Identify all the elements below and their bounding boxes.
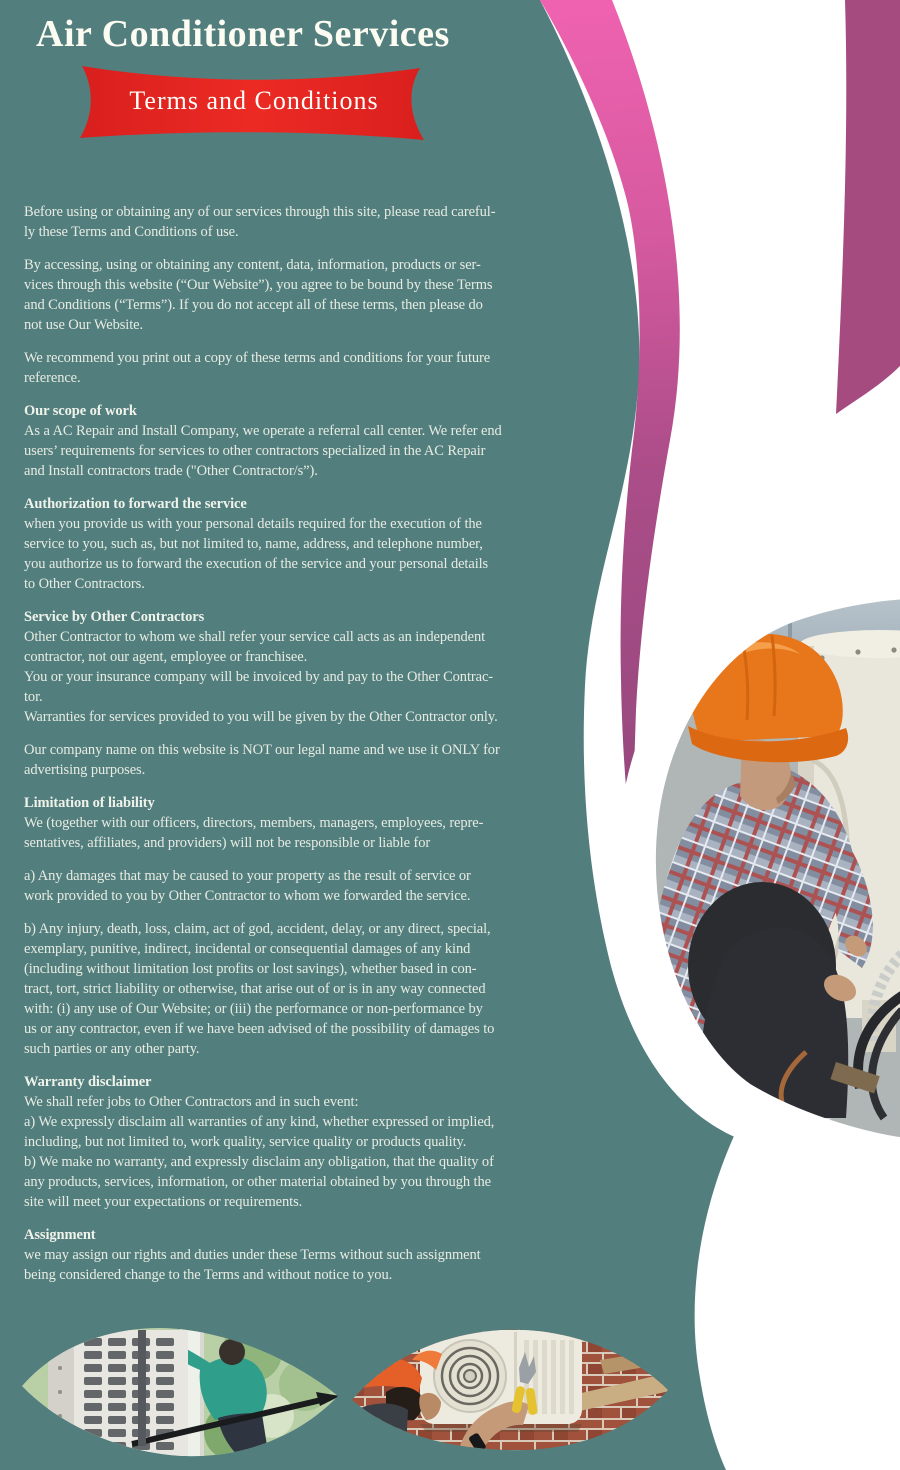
terms-section [24,919,604,1059]
terms-line: exemplary, punitive, indirect, incidental or consequential damages of any kind [24,941,471,957]
terms-line: including, but not limited to, work quality, service quality or products quality. [24,1134,467,1150]
terms-section [24,401,604,481]
terms-line: You or your insurance company will be invoiced by and pay to the Other Contrac- [24,669,494,685]
section-heading: Assignment [24,1227,96,1243]
ribbon-banner-label: Terms and Conditions [129,86,379,115]
terms-section [24,348,604,388]
terms-line: Our company name on this website is NOT our legal name and we use it ONLY for [24,742,500,758]
terms-line: you authorize us to forward the execution of the service and your personal details [24,556,489,572]
terms-line: when you provide us with your personal details required for the execution of the [24,516,482,532]
terms-line: As a AC Repair and Install Company, we operate a referral call center. We refer end [24,423,502,439]
terms-text [24,202,604,1285]
terms-section [24,202,604,242]
section-heading: Limitation of liability [24,795,155,811]
section-heading: Authorization to forward the service [24,496,247,512]
terms-line: a) Any damages that may be caused to your property as the result of service or [24,868,471,884]
terms-section [24,255,604,335]
terms-line: site will meet your expectations or requirements. [24,1194,303,1210]
terms-line: Before using or obtaining any of our services through this site, please read careful- [24,204,496,220]
terms-line: service to you, such as, but not limited to, name, address, and telephone number, [24,536,483,552]
section-heading: Warranty disclaimer [24,1074,152,1090]
terms-line: contractor, not our agent, employee or franchisee. [24,649,308,665]
terms-line: (including without limitation lost profits or lost savings), whether based in con- [24,961,477,977]
terms-line: tor. [24,689,43,705]
terms-section [24,607,604,727]
terms-line: we may assign our rights and duties under these Terms without such assignment [24,1247,481,1263]
terms-line: Other Contractor to whom we shall refer your service call acts as an independent [24,629,486,645]
terms-line: advertising purposes. [24,762,146,778]
section-heading: Service by Other Contractors [24,609,205,625]
terms-line: b) Any injury, death, loss, claim, act of god, accident, delay, or any direct, special, [24,921,491,937]
terms-line: work provided to you by Other Contractor to whom we forwarded the service. [24,888,471,904]
terms-line: We recommend you print out a copy of these terms and conditions for your future [24,350,491,366]
terms-line: to Other Contractors. [24,576,145,592]
page-title: Air Conditioner Services [36,13,450,55]
terms-section [24,866,604,906]
terms-line: a) We expressly disclaim all warranties of any kind, whether expressed or implied, [24,1114,495,1130]
ribbon-banner [74,64,434,148]
terms-section [24,1072,604,1212]
terms-section [24,1225,604,1285]
terms-line: ly these Terms and Conditions of use. [24,224,239,240]
terms-line: We (together with our officers, directors, members, managers, employees, repre- [24,815,484,831]
terms-line: tract, tort, strict liability or otherwise, that arise out of or is in any way connected [24,981,486,997]
terms-section [24,740,604,780]
terms-line: vices through this website (“Our Website”), you agree to be bound by these Terms [24,277,493,293]
terms-section [24,494,604,594]
terms-line: By accessing, using or obtaining any content, data, information, products or ser- [24,257,481,273]
terms-line: We shall refer jobs to Other Contractors and in such event: [24,1094,359,1110]
terms-section [24,793,604,853]
terms-line: reference. [24,370,81,386]
terms-line: sentatives, affiliates, and providers) will not be responsible or liable for [24,835,431,851]
terms-line: and Install contractors trade ("Other Contractor/s”). [24,463,318,479]
terms-line: and Conditions (“Terms”). If you do not accept all of these terms, then please do [24,297,483,313]
terms-line: any products, services, information, or other material obtained by you through the [24,1174,491,1190]
terms-line: with: (i) any use of Our Website; or (iii) the performance or non-performance by [24,1001,483,1017]
terms-line: b) We make no warranty, and expressly disclaim any obligation, that the quality of [24,1154,494,1170]
section-heading: Our scope of work [24,403,137,419]
terms-line: us or any contractor, even if we have been advised of the possibility of damages to [24,1021,495,1037]
terms-line: being considered change to the Terms and without notice to you. [24,1267,393,1283]
terms-line: Warranties for services provided to you will be given by the Other Contractor only. [24,709,498,725]
terms-line: such parties or any other party. [24,1041,200,1057]
terms-line: users’ requirements for services to other contractors specialized in the AC Repair [24,443,486,459]
terms-line: not use Our Website. [24,317,143,333]
